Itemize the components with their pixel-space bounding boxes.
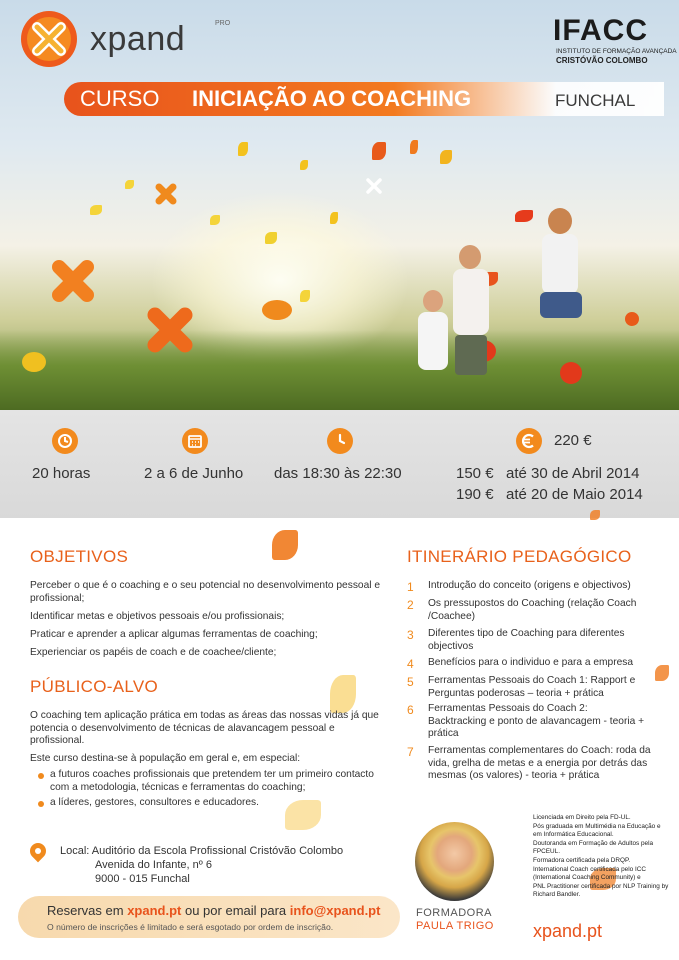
publico-intro-2: Este curso destina-se à população em geral e, em especial: [30,753,301,764]
itinerario-number: 3 [407,628,414,642]
info-band [0,410,679,518]
brand-name: xpand [90,20,186,58]
course-title: INICIAÇÃO AO COACHING [192,86,472,111]
local-line-3: 9000 - 015 Funchal [95,873,190,885]
publico-intro: O coaching tem aplicação prática em todas as áreas das nossas vidas já que potencia o desenvolvimento de técnicas de alavancagem pessoal e profissional. [30,710,379,746]
x-mark-icon [155,183,177,205]
bio-line: Formadora certificada pela DRQP. [533,856,631,864]
woman-figure [530,208,590,348]
hero-photo [0,0,679,410]
publico-title: PÚBLICO-ALVO [30,677,158,696]
petal [330,675,356,713]
itinerario-title: ITINERÁRIO PEDAGÓGICO [407,547,632,566]
objetivos-title: OBJETIVOS [30,547,129,566]
bio-line: Pós graduada em Multimédia na Educação e [533,822,661,830]
itinerario-item: Ferramentas complementares do Coach: roda da vida, grelha de metas e a energia por detrás das mesmas (os valores) - teoria + prática [428,745,651,781]
petal [440,150,452,164]
local-line-1: Local: Auditório da Escola Profissional Cristóvão Colombo [60,845,344,857]
banner-curso-label: CURSO [80,86,160,111]
petal [590,510,600,520]
dates-text: 2 a 6 de Junho [144,465,244,482]
petal [625,312,639,326]
petal [265,232,277,244]
partner-logo: IFACC [553,14,648,47]
itinerario-number: 5 [407,675,414,689]
euro-icon [516,428,542,454]
itinerario-number: 2 [407,598,414,612]
objetivo-item: Identificar metas e objetivos pessoais e/ou profissionais; [30,611,285,622]
x-mark-icon [365,177,383,195]
price-text: 220 € [554,432,592,449]
trainer-bio [533,814,673,900]
petal [372,142,386,160]
calendar-icon [182,428,208,454]
brand-pro-label: PRO [215,20,231,27]
duration-text: 20 horas [32,465,91,482]
clock-icon [327,428,353,454]
trainer-name: PAULA TRIGO [416,920,494,932]
bio-line: Licenciada em Direito pela FD-UL. [533,814,631,821]
itinerario-number: 1 [407,580,414,594]
schedule-text: das 18:30 às 22:30 [274,465,402,482]
trainer-label: FORMADORA [416,907,492,919]
bio-line: em Informática Educacional. [533,831,614,839]
partner-subtitle-name: CRISTÓVÃO COLOMBO [556,56,648,65]
itinerario-item: Diferentes tipo de Coaching para diferentes objectivos [428,628,625,652]
petal [90,205,102,215]
petal [125,180,134,189]
itinerario-number: 4 [407,657,414,671]
itinerario-item: Os pressupostos do Coaching (relação Coach /Coachee) [428,598,637,622]
x-mark-icon [145,305,195,355]
reservation-note: O número de inscrições é limitado e será esgotado por ordem de inscrição. [47,922,334,932]
bio-line: Doutoranda em Formação de Adultos pela FPCEUL. [533,839,654,856]
itinerario-item: Ferramentas Pessoais do Coach 1: Rapport e Perguntas poderosas – teoria + prática [428,675,636,699]
bio-line: International Coach certificada pelo ICC (International Coaching Community) e [533,865,646,882]
xpand-logo-icon [20,10,78,68]
x-mark-icon [50,258,96,304]
reservation-mid: ou por email para [181,903,290,918]
publico-bullet: a futuros coaches profissionais que pretendem ter um primeiro contacto com a metodologia, técnicas e ferramentas do coaching; [50,769,374,793]
petal [300,160,308,170]
reservation-site-link[interactable]: xpand.pt [127,903,182,918]
petal [210,215,220,225]
itinerario-item: Benefícios para o individuo e para a empresa [428,657,634,668]
objetivo-item: Experienciar os papéis de coach e de coachee/cliente; [30,647,277,658]
petal [22,352,46,372]
footer-site-link[interactable]: xpand.pt [533,921,603,941]
clock-person-icon [52,428,78,454]
itinerario-number: 7 [407,745,414,759]
location-pin-icon [27,840,50,863]
early-date-1: até 30 de Abril 2014 [506,465,640,482]
itinerario-item: Introdução do conceito (origens e objectivos) [428,580,631,591]
child-figure [413,290,453,400]
bio-line: PNL Practitioner certificada por NLP Training by Richard Bandler. [533,882,669,899]
early-date-2: até 20 de Maio 2014 [506,486,643,503]
man-figure [447,245,495,385]
reservation-pre: Reservas em [47,903,128,918]
early-price-1: 150 € [456,465,494,482]
local-line-2: Avenida do Infante, nº 6 [95,859,212,871]
course-city: FUNCHAL [555,91,636,110]
reservation-text [47,903,380,918]
petal [238,142,248,156]
partner-subtitle: INSTITUTO DE FORMAÇÃO AVANÇADA [556,48,677,55]
early-price-2: 190 € [456,486,494,503]
petal [262,300,292,320]
objetivo-item: Perceber o que é o coaching e o seu potencial no desenvolvimento pessoal e profissional; [30,580,381,604]
petal [272,530,298,560]
itinerario-item: Ferramentas Pessoais do Coach 2: Backtracking e ponto de alavancagem - teoria + prática [428,703,645,739]
objetivo-item: Praticar e aprender a aplicar algumas ferramentas de coaching; [30,629,318,640]
publico-bullet: a líderes, gestores, consultores e educadores. [50,797,259,808]
petal [560,362,582,384]
trainer-photo [415,822,494,901]
bullet-dot [38,773,44,779]
petal [330,212,338,224]
bullet-dot [38,801,44,807]
reservation-email-link[interactable]: info@xpand.pt [289,903,381,918]
itinerario-number: 6 [407,703,414,717]
petal [410,140,418,154]
petal [300,290,310,302]
